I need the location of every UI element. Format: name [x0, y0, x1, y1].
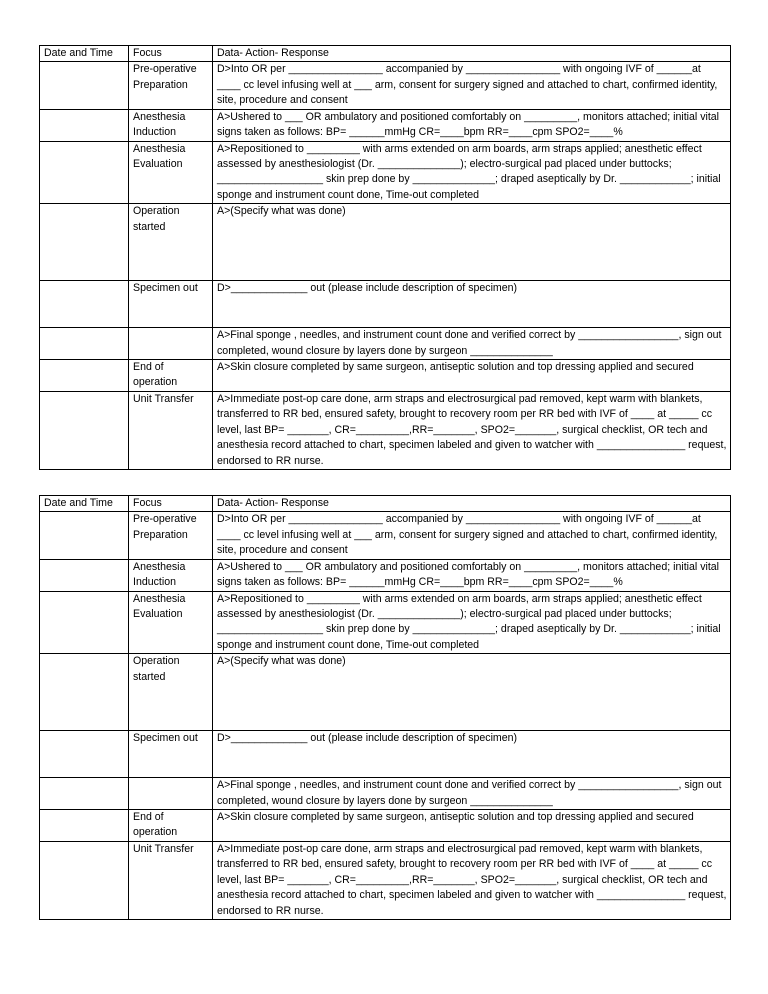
- nursing-record-table: [39, 495, 731, 920]
- data-cell: A>(Specify what was done): [213, 654, 731, 731]
- table-row: [40, 731, 731, 778]
- header-date-time: Date and Time: [40, 496, 129, 512]
- focus-cell: Specimen out: [129, 731, 213, 778]
- table-row: [40, 62, 731, 109]
- date-time-cell[interactable]: [40, 778, 129, 810]
- table-row: [40, 810, 731, 842]
- table-header-row: [40, 496, 731, 512]
- table-row: [40, 778, 731, 810]
- focus-cell: Pre-operative Preparation: [129, 62, 213, 109]
- focus-cell: Anesthesia Evaluation: [129, 591, 213, 654]
- date-time-cell[interactable]: [40, 62, 129, 109]
- focus-cell: End of operation: [129, 360, 213, 392]
- data-cell: A>Skin closure completed by same surgeon, antiseptic solution and top dressing applied and secured: [213, 810, 731, 842]
- date-time-cell[interactable]: [40, 204, 129, 281]
- date-time-cell[interactable]: [40, 281, 129, 328]
- focus-cell: Specimen out: [129, 281, 213, 328]
- data-cell: A>Skin closure completed by same surgeon, antiseptic solution and top dressing applied and secured: [213, 360, 731, 392]
- focus-cell: Anesthesia Induction: [129, 559, 213, 591]
- data-cell: D>_____________ out (please include description of specimen): [213, 281, 731, 328]
- table-row: [40, 591, 731, 654]
- date-time-cell[interactable]: [40, 731, 129, 778]
- focus-cell: Unit Transfer: [129, 391, 213, 469]
- date-time-cell[interactable]: [40, 841, 129, 919]
- date-time-cell[interactable]: [40, 591, 129, 654]
- table-row: [40, 281, 731, 328]
- date-time-cell[interactable]: [40, 109, 129, 141]
- data-cell: A>Final sponge , needles, and instrument count done and verified correct by _________________, sign out completed, wound closure by layers done by surgeon ______________: [213, 778, 731, 810]
- data-cell: A>Repositioned to _________ with arms extended on arm boards, arm straps applied; anesthetic effect assessed by anesthesiologist (Dr. ______________); electro-surgical pad placed under buttocks; __________________ skin prep done by ______________; draped aseptically by Dr. ____________; initial sponge and instrument count done, Time-out completed: [213, 141, 731, 204]
- table-row: [40, 328, 731, 360]
- date-time-cell[interactable]: [40, 559, 129, 591]
- date-time-cell[interactable]: [40, 391, 129, 469]
- focus-cell: [129, 328, 213, 360]
- table-row: [40, 654, 731, 731]
- data-cell: A>(Specify what was done): [213, 204, 731, 281]
- focus-cell: Operation started: [129, 204, 213, 281]
- data-cell: A>Immediate post-op care done, arm straps and electrosurgical pad removed, kept warm with blankets, transferred to RR bed, ensured safety, brought to recovery room per RR bed with IVF of ____ at _____ cc level, last BP= _______, CR=_________,RR=_______, SPO2=_______, surgical checklist, OR tech and anesthesia record attached to chart, specimen labeled and given to watcher with _______________ request, endorsed to RR nurse.: [213, 391, 731, 469]
- data-cell: D>_____________ out (please include description of specimen): [213, 731, 731, 778]
- focus-cell: Operation started: [129, 654, 213, 731]
- table-header-row: [40, 46, 731, 62]
- data-cell: A>Repositioned to _________ with arms extended on arm boards, arm straps applied; anesthetic effect assessed by anesthesiologist (Dr. ______________); electro-surgical pad placed under buttocks; __________________ skin prep done by ______________; draped aseptically by Dr. ____________; initial sponge and instrument count done, Time-out completed: [213, 591, 731, 654]
- table-row: [40, 512, 731, 559]
- header-data-action-response: Data- Action- Response: [213, 46, 731, 62]
- header-date-time: Date and Time: [40, 46, 129, 62]
- data-cell: A>Immediate post-op care done, arm straps and electrosurgical pad removed, kept warm with blankets, transferred to RR bed, ensured safety, brought to recovery room per RR bed with IVF of ____ at _____ cc level, last BP= _______, CR=_________,RR=_______, SPO2=_______, surgical checklist, OR tech and anesthesia record attached to chart, specimen labeled and given to watcher with _______________ request, endorsed to RR nurse.: [213, 841, 731, 919]
- data-cell: D>Into OR per ________________ accompanied by ________________ with ongoing IVF of ______at ____ cc level infusing well at ___ arm, consent for surgery signed and attached to chart, confirmed identity, site, procedure and consent: [213, 512, 731, 559]
- date-time-cell[interactable]: [40, 810, 129, 842]
- date-time-cell[interactable]: [40, 328, 129, 360]
- data-cell: A>Ushered to ___ OR ambulatory and positioned comfortably on _________, monitors attached; initial vital signs taken as follows: BP= ______mmHg CR=____bpm RR=____cpm SPO2=____%: [213, 109, 731, 141]
- focus-cell: Anesthesia Evaluation: [129, 141, 213, 204]
- date-time-cell[interactable]: [40, 512, 129, 559]
- data-cell: A>Final sponge , needles, and instrument count done and verified correct by _________________, sign out completed, wound closure by layers done by surgeon ______________: [213, 328, 731, 360]
- focus-cell: [129, 778, 213, 810]
- nursing-record-table: [39, 45, 731, 470]
- table-row: [40, 391, 731, 469]
- data-cell: D>Into OR per ________________ accompanied by ________________ with ongoing IVF of ______at ____ cc level infusing well at ___ arm, consent for surgery signed and attached to chart, confirmed identity, site, procedure and consent: [213, 62, 731, 109]
- focus-cell: Pre-operative Preparation: [129, 512, 213, 559]
- date-time-cell[interactable]: [40, 360, 129, 392]
- table-row: [40, 109, 731, 141]
- focus-cell: Anesthesia Induction: [129, 109, 213, 141]
- table-row: [40, 360, 731, 392]
- date-time-cell[interactable]: [40, 654, 129, 731]
- table-row: [40, 841, 731, 919]
- date-time-cell[interactable]: [40, 141, 129, 204]
- header-data-action-response: Data- Action- Response: [213, 496, 731, 512]
- table-row: [40, 559, 731, 591]
- header-focus: Focus: [129, 496, 213, 512]
- table-row: [40, 141, 731, 204]
- table-row: [40, 204, 731, 281]
- focus-cell: Unit Transfer: [129, 841, 213, 919]
- data-cell: A>Ushered to ___ OR ambulatory and positioned comfortably on _________, monitors attached; initial vital signs taken as follows: BP= ______mmHg CR=____bpm RR=____cpm SPO2=____%: [213, 559, 731, 591]
- focus-cell: End of operation: [129, 810, 213, 842]
- header-focus: Focus: [129, 46, 213, 62]
